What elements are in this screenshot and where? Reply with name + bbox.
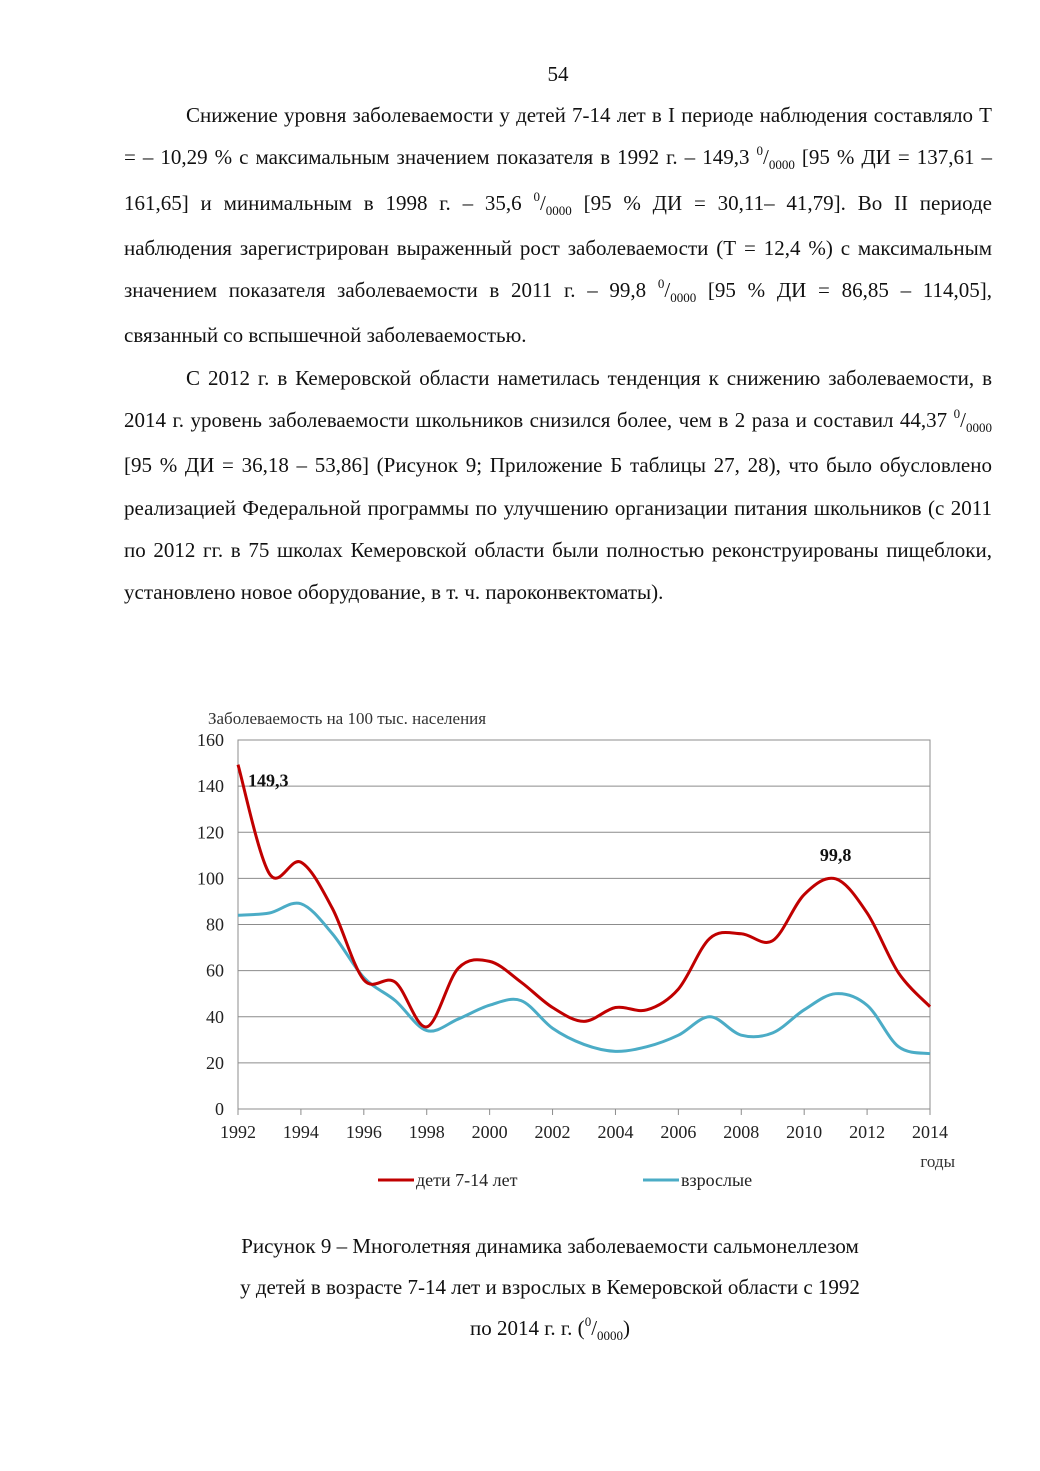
text-run: / <box>539 190 546 215</box>
x-tick-label: 2008 <box>723 1122 760 1142</box>
data-label: 99,8 <box>819 844 852 865</box>
text-run: / <box>960 408 966 433</box>
legend-label: взрослые <box>681 1170 753 1190</box>
text-run: [95 % ДИ = 36,18 – 53,86] (Рисунок 9; Приложение Б таблицы 27, 28), что было обусловлено реализацией Федеральной программы по улучшению организации питания школьников (с 2011 по 2012 гг. в 75 школах Кемеровской области были полностью реконструированы пищеблоки, установлено новое оборудование, в т. ч. пароконвектоматы). <box>124 453 992 605</box>
text-run: по 2014 г. г. ( <box>469 1316 585 1340</box>
series-line-children <box>238 765 930 1027</box>
superscript: 0 <box>953 406 961 422</box>
superscript: 0 <box>756 143 763 159</box>
text-run: [95 % ДИ = 30,11– 41,79]. Во II периоде наблюдения зарегистрирован выраженный рост заболеваемости (Т = 12,4 %) с максимальным значением показателя заболеваемости в 2011 г. – 99,8 <box>124 190 992 303</box>
text-run: ) <box>623 1316 631 1340</box>
x-tick-label: 2002 <box>534 1122 571 1142</box>
x-tick-label: 2004 <box>597 1122 634 1142</box>
y-tick-label: 140 <box>197 776 224 797</box>
legend-label: дети 7-14 лет <box>416 1170 518 1190</box>
y-axis-title: Заболеваемость на 100 тыс. населения <box>208 709 487 728</box>
x-tick-label: 2012 <box>849 1122 886 1142</box>
x-tick-label: 2010 <box>786 1122 823 1142</box>
y-tick-label: 80 <box>206 914 224 935</box>
text-run: / <box>591 1316 598 1340</box>
y-tick-label: 20 <box>206 1052 224 1073</box>
x-tick-label: 2006 <box>660 1122 697 1142</box>
x-tick-label: 1992 <box>220 1122 256 1142</box>
text-run: / <box>664 278 671 303</box>
page-number: 54 <box>547 62 569 86</box>
caption-line-3 <box>150 1308 950 1351</box>
subscript: 0000 <box>545 202 572 218</box>
y-tick-label: 60 <box>206 960 224 981</box>
y-tick-label: 120 <box>197 822 224 843</box>
figure-caption <box>150 1226 950 1351</box>
text-run: / <box>762 145 769 170</box>
caption-line-2: у детей в возрасте 7-14 лет и взрослых в Кемеровской области с 1992 <box>240 1275 860 1299</box>
text-run: [95 % ДИ = 86,85 – 114,05], связанный со вспышечной заболеваемостью. <box>124 278 992 348</box>
y-tick-label: 100 <box>197 868 224 889</box>
x-tick-label: 1998 <box>408 1122 445 1142</box>
x-axis-title: годы <box>920 1152 955 1171</box>
data-label: 149,3 <box>248 770 289 791</box>
paragraph-1 <box>124 94 992 357</box>
subscript: 0000 <box>966 420 992 436</box>
y-tick-label: 0 <box>215 1099 224 1119</box>
x-tick-label: 2014 <box>912 1122 948 1142</box>
subscript: 0000 <box>768 157 795 173</box>
x-tick-label: 1994 <box>282 1122 319 1142</box>
y-tick-label: 160 <box>197 730 224 750</box>
text-run: [95 % ДИ = 137,61 – 161,65] и минимальным в 1998 г. – 35,6 <box>124 145 992 215</box>
superscript: 0 <box>657 276 665 292</box>
subscript: 0000 <box>670 290 697 306</box>
subscript: 0000 <box>597 1328 624 1343</box>
x-tick-label: 1996 <box>345 1122 382 1142</box>
y-tick-label: 40 <box>206 1006 224 1027</box>
line-chart <box>150 700 970 1200</box>
superscript: 0 <box>584 1314 592 1329</box>
paragraph-2 <box>124 357 992 614</box>
series-line-adults <box>238 903 930 1054</box>
caption-line-1: Рисунок 9 – Многолетняя динамика заболеваемости сальмонеллезом <box>241 1234 859 1258</box>
text-run: С 2012 г. в Кемеровской области наметилась тенденция к снижению заболеваемости, в 2014 г. уровень заболеваемости школьников снизился более, чем в 2 раза и составил 44,37 <box>124 365 992 433</box>
superscript: 0 <box>533 188 540 204</box>
x-tick-label: 2000 <box>471 1122 508 1142</box>
body-text <box>124 94 992 614</box>
text-run: Снижение уровня заболеваемости у детей 7-14 лет в I периоде наблюдения составляло Т = – 10,29 % с максимальным значением показателя в 1992 г. – 149,3 <box>124 103 992 170</box>
